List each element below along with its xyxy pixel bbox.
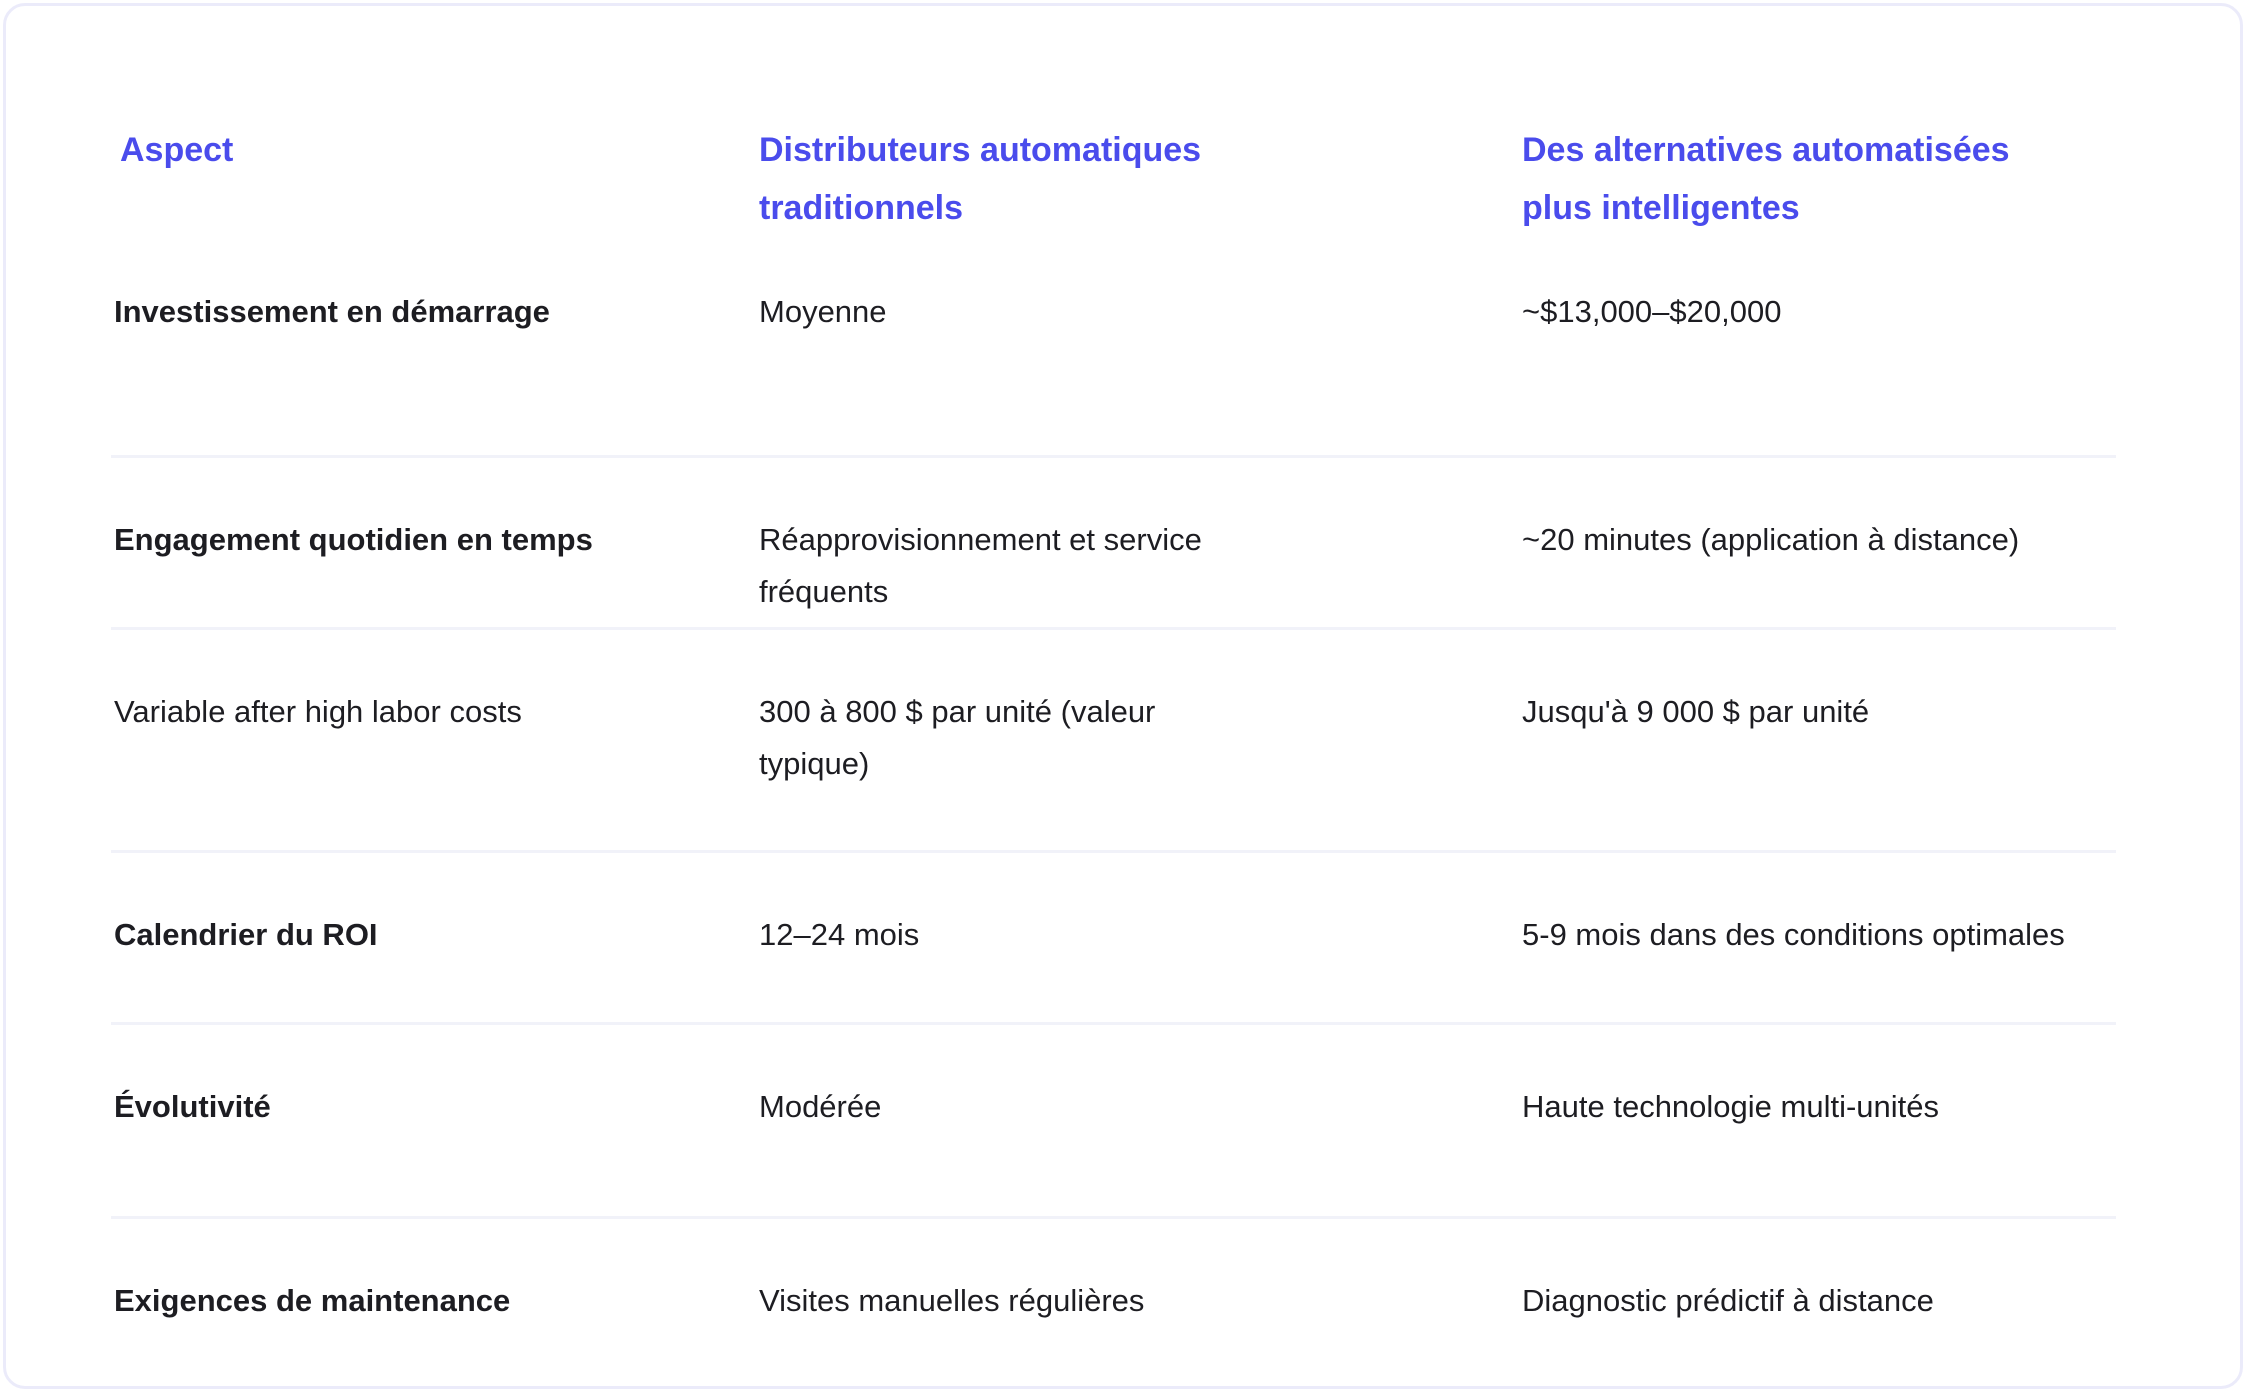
comparison-card <box>3 3 2243 1389</box>
header-smart-alternatives: Des alternatives automatisées plus intelligentes <box>1522 131 2010 227</box>
row-smart: ~$13,000–$20,000 <box>1522 294 1782 329</box>
row-traditional: 12–24 mois <box>759 917 920 952</box>
table-row <box>111 1025 2116 1219</box>
row-smart: ~20 minutes (application à distance) <box>1522 522 2020 557</box>
row-smart: Diagnostic prédictif à distance <box>1522 1283 1934 1318</box>
table-row <box>111 458 2116 630</box>
row-traditional: Réapprovisionnement et service fréquents <box>759 522 1202 609</box>
comparison-table <box>111 121 2116 1369</box>
row-aspect: Investissement en démarrage <box>114 294 550 329</box>
table-row <box>111 286 2116 458</box>
row-aspect: Évolutivité <box>114 1089 271 1124</box>
row-aspect: Variable after high labor costs <box>114 694 522 729</box>
row-traditional: Modérée <box>759 1089 882 1124</box>
header-traditional: Distributeurs automatiques traditionnels <box>759 131 1202 227</box>
table-row <box>111 630 2116 853</box>
header-aspect: Aspect <box>120 131 234 169</box>
table-header-row <box>111 121 2116 286</box>
table-row <box>111 853 2116 1025</box>
row-smart: Haute technologie multi-unités <box>1522 1089 1940 1124</box>
row-aspect: Exigences de maintenance <box>114 1283 511 1318</box>
row-smart: Jusqu'à 9 000 $ par unité <box>1522 694 1870 729</box>
row-traditional: Moyenne <box>759 294 887 329</box>
row-smart: 5-9 mois dans des conditions optimales <box>1522 917 2065 952</box>
row-traditional: Visites manuelles régulières <box>759 1283 1145 1318</box>
row-traditional: 300 à 800 $ par unité (valeur typique) <box>759 694 1156 781</box>
row-aspect: Calendrier du ROI <box>114 917 378 952</box>
row-aspect: Engagement quotidien en temps <box>114 522 593 557</box>
table-row <box>111 1219 2116 1369</box>
